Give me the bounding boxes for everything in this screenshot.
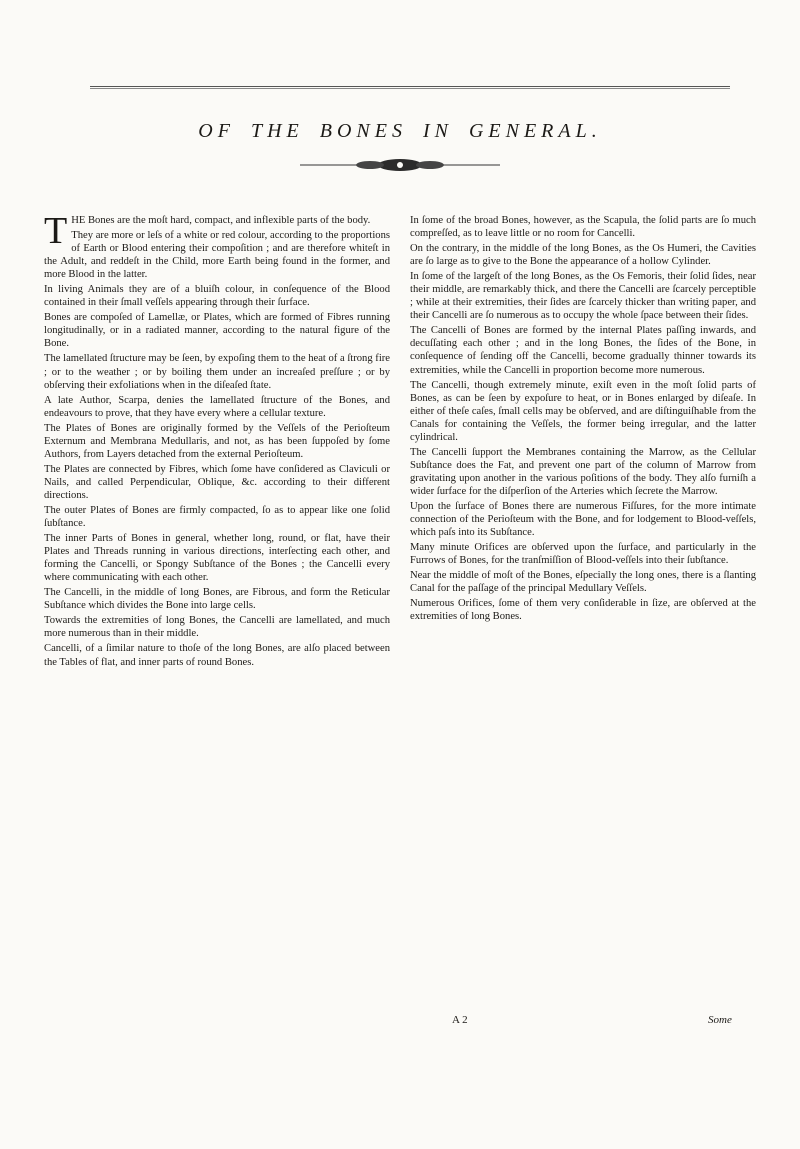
paragraph: Upon the ſurface of Bones there are numerous Fiſſures, for the more intimate connection of the Perioſteum with the Bone, and for lodgement to Blood-veſſels, which paſs into its Subſtance. bbox=[410, 500, 756, 539]
paragraph: The Cancelli ſupport the Membranes containing the Marrow, as the Cellular Subſtance does the Fat, and prevent one part of the column of Marrow from gravitating upon another in the various poſitions of the body. They alſo furniſh a wider ſurface for the diſperſion of the Arteries which ſecrete the Marrow. bbox=[410, 446, 756, 497]
paragraph: The lamellated ſtructure may be ſeen, by expoſing them to the heat of a ſtrong fire ; or to the weather ; or by boiling them under an increaſed preſſure ; or by obſerving their exfoliations when in the diſeaſed ſtate. bbox=[44, 353, 390, 391]
text-columns bbox=[44, 210, 756, 671]
paragraph: Many minute Orifices are obſerved upon the ſurface, and particularly in the Furrows of Bones, for the tranſmiſſion of Blood-veſſels into their ſubſtance. bbox=[410, 542, 756, 567]
ornament-divider-icon bbox=[300, 158, 500, 172]
paragraph: THE Bones are the moſt hard, compact, and inflexible parts of the body. bbox=[44, 210, 371, 252]
paragraph: In ſome of the largeſt of the long Bones, as the Os Femoris, their ſolid ſides, near their middle, are remarkably thick, and there the Cancelli are ſcarcely perceptible ; while at their extremities, their ſides are ſcarcely thicker than writing paper, and their Cancelli are ſo numerous as to occupy the whole ſpace between their ſides. bbox=[410, 271, 756, 322]
right-column bbox=[410, 214, 756, 671]
paragraph: The inner Parts of Bones in general, whether long, round, or flat, have their Plates and Threads running in various directions, interſecting each other, and forming the Cancelli, or Spongy Subſtance of the Bones ; the Cancelli every where communicating with each other. bbox=[44, 533, 390, 584]
paragraph: Near the middle of moſt of the Bones, eſpecially the long ones, there is a ſlanting Canal for the paſſage of the principal Medullary Veſſels. bbox=[410, 570, 756, 595]
paragraph: They are more or leſs of a white or red colour, according to the proportions of Earth or Blood entering their compoſition ; and are therefore whiteſt in the Adult, and reddeſt in the Child, more Earth being found in the former, and more Blood in the latter. bbox=[44, 230, 390, 281]
catchword: Some bbox=[708, 1014, 732, 1026]
page-title: OF THE BONES IN GENERAL. bbox=[198, 120, 602, 142]
signature-mark: A 2 bbox=[452, 1014, 468, 1026]
paragraph: Numerous Orifices, ſome of them very conſiderable in ſize, are obſerved at the extremities of long Bones. bbox=[410, 598, 756, 623]
paragraph: In ſome of the broad Bones, however, as the Scapula, the ſolid parts are ſo much compreſſed, as to leave little or no room for Cancelli. bbox=[410, 215, 756, 240]
paragraph: The Plates of Bones are originally formed by the Veſſels of the Perioſteum Externum and Membrana Medullaris, and not, as has been ſuppoſed by ſome Authors, from Layers detached from the external Perioſteum. bbox=[44, 422, 390, 460]
drop-cap: T bbox=[44, 210, 68, 252]
paragraph: The Cancelli of Bones are formed by the internal Plates paſſing inwards, and decuſſating each other ; and in the long Bones, the ſides of the Bone, in conſequence of ſending off the Cancelli, become gradually thinner towards its extremities, while the Cancelli in proportion become more numerous. bbox=[410, 325, 756, 376]
paragraph: On the contrary, in the middle of the long Bones, as the Os Humeri, the Cavities are ſo large as to give to the Bone the appearance of a hollow Cylinder. bbox=[410, 243, 756, 268]
paragraph: The Cancelli, though extremely minute, exiſt even in the moſt ſolid parts of Bones, as can be ſeen by expoſure to heat, or in Bones enlarged by diſeaſe. In either of theſe caſes, ſmall cells may be obſerved, and are diſtinguiſhable from the Canals for containing the Veſſels, the former being irregular, and the latter cylindrical. bbox=[410, 379, 756, 443]
paragraph: The Cancelli, in the middle of long Bones, are Fibrous, and form the Reticular Subſtance which divides the Bone into large cells. bbox=[44, 587, 390, 612]
paragraph: Cancelli, of a ſimilar nature to thoſe of the long Bones, are alſo placed between the Tables of flat, and inner parts of round Bones. bbox=[44, 643, 390, 668]
left-column bbox=[44, 210, 390, 671]
header-rule bbox=[90, 86, 730, 89]
paragraph: A late Author, Scarpa, denies the lamellated ſtructure of the Bones, and endeavours to prove, that they have every where a cellular texture. bbox=[44, 394, 390, 419]
paragraph: Bones are compoſed of Lamellæ, or Plates, which are formed of Fibres running longitudinally, or in a radiated manner, according to the natural figure of the Bone. bbox=[44, 312, 390, 350]
paragraph: The outer Plates of Bones are firmly compacted, ſo as to appear like one ſolid ſubſtance. bbox=[44, 504, 390, 530]
paragraph: The Plates are connected by Fibres, which ſome have conſidered as Claviculi or Nails, and called Perpendicular, Oblique, &c. according to their different directions. bbox=[44, 463, 390, 501]
paragraph: In living Animals they are of a bluiſh colour, in conſequence of the Blood contained in their ſmall veſſels appearing through their ſurface. bbox=[44, 284, 390, 309]
paragraph: Towards the extremities of long Bones, the Cancelli are lamellated, and much more numerous than in their middle. bbox=[44, 615, 390, 640]
